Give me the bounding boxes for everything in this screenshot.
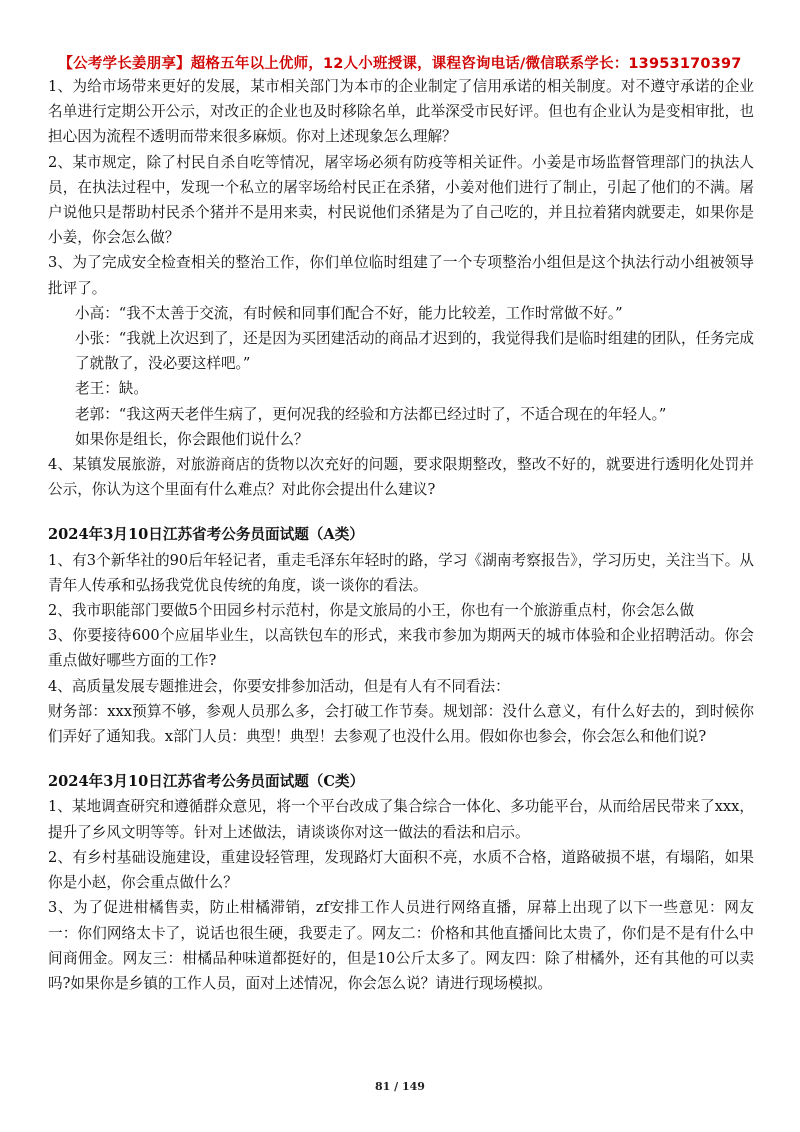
question-paragraph: 3、你要接待600个应届毕业生，以高铁包车的形式，来我市参加为期两天的城市体验和企业招聘活动。你会重点做好哪些方面的工作? (48, 627, 754, 670)
dialogue-line: 小高：“我不太善于交流，有时候和同事们配合不好，能力比较差，工作时常做不好。” (75, 304, 623, 322)
question-paragraph: 4、某镇发展旅游，对旅游商店的货物以次充好的问题，要求限期整改，整改不好的，就要进行透明化处罚并公示，你认为这个里面有什么难点？对此你会提出什么建议? (48, 456, 754, 499)
question-paragraph: 2、有乡村基础设施建设，重建设轻管理，发现路灯大面积不亮，水质不合格，道路破损不堪，有塌陷，如果你是小赵，你会重点做什么？ (48, 848, 754, 892)
question-paragraph: 4、高质量发展专题推进会，你要安排参加活动，但是有人有不同看法： (48, 677, 510, 695)
question-paragraph: 2、某市规定，除了村民自杀自吃等情况，屠宰场必须有防疫等相关证件。小姜是市场监督管理部门的执法人员，在执法过程中，发现一个私立的屠宰场给村民正在杀猪，小姜对他们进行了制止，引起了他们的不满。屠户说他只是帮助村民杀个猪并不是用来卖，村民说他们杀猪是为了自己吃的，并且拉着猪肉就要走，如果你是小姜，你会怎么做？ (48, 153, 754, 247)
question-paragraph: 1、有3个新华社的90后年轻记者，重走毛泽东年轻时的路，学习《湖南考察报告》，学习历史，关注当下。从青年人传承和弘扬我党优良传统的角度，谈一谈你的看法。 (48, 551, 754, 594)
dialogue-line: 老郭：“我这两天老伴生病了，更何况我的经验和方法都已经过时了，不适合现在的年轻人。” (75, 405, 667, 423)
document-body (48, 74, 754, 996)
dialogue-line: 如果你是组长，你会跟他们说什么？ (75, 430, 309, 448)
question-paragraph: 2、我市职能部门要做5个田园乡村示范村，你是文旅局的小王，你也有一个旅游重点村，你会怎么做 (48, 602, 695, 620)
dialogue-line: 老王：缺。 (75, 380, 148, 398)
question-paragraph: 财务部：xxx预算不够，参观人员那么多，会打破工作节奏。规划部：没什么意义，有什么好去的，到时候你们弄好了通知我。x部门人员：典型！典型！去参观了也没什么用。假如你也参会，你会怎么和他们说? (48, 702, 754, 746)
question-paragraph: 1、某地调查研究和遵循群众意见，将一个平台改成了集合综合一体化、多功能平台，从而给居民带来了xxx，提升了乡风文明等等。针对上述做法，请谈谈你对这一做法的看法和启示。 (48, 798, 754, 841)
dialogue-line: 小张：“我就上次迟到了，还是因为买团建活动的商品才迟到的，我觉得我们是临时组建的团队，任务完成了就散了，没必要这样吧。” (75, 330, 754, 373)
section-title-c: 2024年3月10日江苏省考公务员面试题（C类） (48, 773, 365, 791)
question-paragraph: 1、为给市场带来更好的发展，某市相关部门为本市的企业制定了信用承诺的相关制度。对不遵守承诺的企业名单进行定期公开公示，对改正的企业也及时移除名单，此举深受市民好评。但也有企业认为是变相审批，也担心因为流程不透明而带来很多麻烦。你对上述现象怎么理解？ (48, 78, 754, 146)
question-paragraph: 3、为了促进柑橘售卖，防止柑橘滞销，zf安排工作人员进行网络直播，屏幕上出现了以下一些意见：网友一：你们网络太卡了，说话也很生硬，我要走了。网友二：价格和其他直播间比太贵了，你们是不是有什么中间商佣金。网友三：柑橘品种味道都挺好的，但是10公斤太多了。网友四：除了柑橘外，还有其他的可以卖吗?如果你是乡镇的工作人员，面对上述情况，你会怎么说？请进行现场模拟。 (48, 899, 754, 992)
page-number: 81 / 149 (375, 1080, 425, 1093)
promo-banner: 【公考学长姜朋享】超格五年以上优师，12人小班授课，课程咨询电话/微信联系学长：13953170397 (58, 56, 742, 72)
question-paragraph: 3、为了完成安全检查相关的整治工作，你们单位临时组建了一个专项整治小组但是这个执法行动小组被领导批评了。 (48, 254, 754, 297)
section-title-a: 2024年3月10日江苏省考公务员面试题（A类） (48, 526, 364, 544)
